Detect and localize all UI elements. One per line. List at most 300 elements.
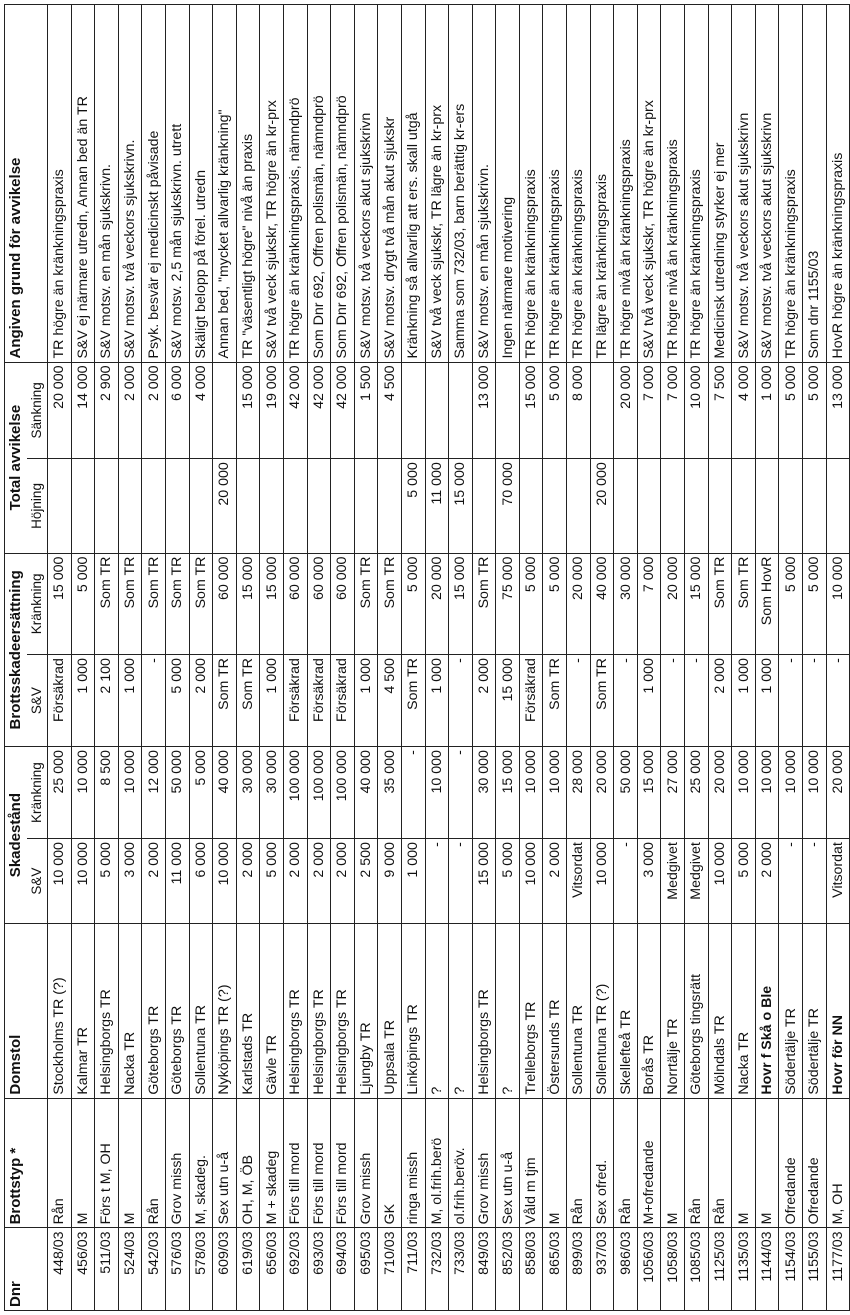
cell-domstol: Gävle TR xyxy=(260,924,284,1099)
cell-sankning: 20 000 xyxy=(614,362,638,459)
cell-hojning xyxy=(260,459,284,553)
cell-brottsskada-sv: - xyxy=(449,655,473,747)
cell-dnr: 576/03 xyxy=(165,1228,189,1311)
cell-brottsskada-krankning: Som TR xyxy=(708,553,732,654)
cell-dnr: 693/03 xyxy=(307,1228,331,1311)
cell-skadestand-sv: Vitsordat xyxy=(567,839,591,924)
cell-brottstyp: Förs t M, OH xyxy=(95,1098,119,1228)
cell-domstol: Göteborgs TR xyxy=(165,924,189,1099)
cell-brottstyp: M xyxy=(732,1098,756,1228)
table-row xyxy=(614,5,638,1311)
cell-hojning xyxy=(378,459,402,553)
cell-skadestand-sv: 2 000 xyxy=(283,839,307,924)
cell-dnr: 1135/03 xyxy=(732,1228,756,1311)
cell-skadestand-sv: 3 000 xyxy=(118,839,142,924)
cell-dnr: 1154/03 xyxy=(779,1228,803,1311)
cell-hojning xyxy=(519,459,543,553)
cell-brottsskada-sv: - xyxy=(661,655,685,747)
cell-dnr: 899/03 xyxy=(567,1228,591,1311)
table-row xyxy=(779,5,803,1311)
cell-skadestand-krankning: 20 000 xyxy=(590,747,614,839)
cell-skadestand-sv: 2 000 xyxy=(331,839,355,924)
cell-skadestand-sv: 10 000 xyxy=(708,839,732,924)
cell-domstol: Borås TR xyxy=(637,924,661,1099)
table-row xyxy=(708,5,732,1311)
table-row xyxy=(331,5,355,1311)
cell-skadestand-sv: 5 000 xyxy=(496,839,520,924)
cell-skadestand-sv: 2 000 xyxy=(236,839,260,924)
cell-dnr: 456/03 xyxy=(71,1228,95,1311)
cell-skadestand-krankning: 25 000 xyxy=(48,747,72,839)
cell-sankning xyxy=(590,362,614,459)
cell-brottsskada-krankning: Som TR xyxy=(378,553,402,654)
cell-skadestand-krankning: 20 000 xyxy=(826,747,850,839)
header-domstol: Domstol xyxy=(5,924,28,1099)
cell-skadestand-krankning: 10 000 xyxy=(543,747,567,839)
cell-grund: HovR högre än kränkningspraxis xyxy=(826,5,850,363)
cell-brottsskada-sv: 1 000 xyxy=(260,655,284,747)
cell-skadestand-krankning: 30 000 xyxy=(236,747,260,839)
cell-sankning: 2 900 xyxy=(95,362,119,459)
cell-brottsskada-krankning: Som TR xyxy=(95,553,119,654)
cell-skadestand-sv: 10 000 xyxy=(590,839,614,924)
cell-brottsskada-sv: Försäkrad xyxy=(48,655,72,747)
cell-brottsskada-krankning: Som TR xyxy=(118,553,142,654)
cell-brottstyp: M xyxy=(755,1098,779,1228)
cell-brottsskada-krankning: 15 000 xyxy=(48,553,72,654)
cell-domstol: Helsingborgs TR xyxy=(283,924,307,1099)
cell-skadestand-sv: 5 000 xyxy=(260,839,284,924)
cell-skadestand-krankning: 15 000 xyxy=(496,747,520,839)
cell-brottsskada-krankning: 5 000 xyxy=(401,553,425,654)
cell-brottsskada-sv: - xyxy=(803,655,827,747)
cell-brottsskada-krankning: 75 000 xyxy=(496,553,520,654)
cell-skadestand-sv: 6 000 xyxy=(189,839,213,924)
cell-skadestand-sv: Medgivet xyxy=(661,839,685,924)
cell-brottsskada-sv: Som TR xyxy=(213,655,237,747)
cell-domstol: Trelleborgs TR xyxy=(519,924,543,1099)
cell-dnr: 609/03 xyxy=(213,1228,237,1311)
cell-hojning xyxy=(755,459,779,553)
cell-brottstyp: Sex utn u-å xyxy=(213,1098,237,1228)
cell-brottsskada-krankning: Som HovR xyxy=(755,553,779,654)
cell-brottstyp: Ofredande xyxy=(779,1098,803,1228)
cell-brottsskada-sv: Försäkrad xyxy=(307,655,331,747)
cell-sankning: 6 000 xyxy=(165,362,189,459)
cell-hojning xyxy=(142,459,166,553)
cell-domstol: Nacka TR xyxy=(732,924,756,1099)
cell-sankning: 4 000 xyxy=(189,362,213,459)
cell-brottstyp: Rån xyxy=(48,1098,72,1228)
cell-dnr: 1058/03 xyxy=(661,1228,685,1311)
table-row xyxy=(401,5,425,1311)
table-row xyxy=(590,5,614,1311)
cell-brottsskada-krankning: 5 000 xyxy=(803,553,827,654)
cell-brottsskada-krankning: 5 000 xyxy=(543,553,567,654)
cell-grund: TR högre nivå än kränkningspraxis xyxy=(661,5,685,363)
cell-brottsskada-krankning: Som TR xyxy=(732,553,756,654)
cell-skadestand-krankning: 25 000 xyxy=(685,747,709,839)
cell-sankning: 1 000 xyxy=(755,362,779,459)
cell-skadestand-krankning: 10 000 xyxy=(755,747,779,839)
cell-skadestand-sv: 11 000 xyxy=(165,839,189,924)
table-row xyxy=(449,5,473,1311)
table-row xyxy=(189,5,213,1311)
cell-domstol: Kalmar TR xyxy=(71,924,95,1099)
cell-dnr: 511/03 xyxy=(95,1228,119,1311)
cell-brottsskada-sv: Som TR xyxy=(401,655,425,747)
cell-sankning xyxy=(496,362,520,459)
cell-hojning xyxy=(732,459,756,553)
table-row xyxy=(378,5,402,1311)
cell-brottsskada-krankning: 5 000 xyxy=(779,553,803,654)
table-row xyxy=(826,5,850,1311)
table-row xyxy=(661,5,685,1311)
cell-hojning xyxy=(543,459,567,553)
cell-grund: TR högre nivå än kränkningspraxis xyxy=(614,5,638,363)
cell-domstol: Karlstads TR xyxy=(236,924,260,1099)
cell-sankning: 8 000 xyxy=(567,362,591,459)
cell-hojning xyxy=(637,459,661,553)
cell-brottsskada-sv: 1 000 xyxy=(354,655,378,747)
cell-skadestand-krankning: - xyxy=(401,747,425,839)
cell-skadestand-krankning: 20 000 xyxy=(708,747,732,839)
cell-sankning: 19 000 xyxy=(260,362,284,459)
cell-skadestand-sv: 9 000 xyxy=(378,839,402,924)
cell-skadestand-krankning: 10 000 xyxy=(425,747,449,839)
header-spacer xyxy=(27,924,48,1099)
cell-grund: TR högre än kränkningspraxis xyxy=(567,5,591,363)
cell-brottstyp: Rån xyxy=(567,1098,591,1228)
cell-dnr: 732/03 xyxy=(425,1228,449,1311)
table-row xyxy=(354,5,378,1311)
cell-sankning: 14 000 xyxy=(71,362,95,459)
cell-hojning xyxy=(472,459,496,553)
cell-grund: Samma som 732/03, barn berättig kr-ers xyxy=(449,5,473,363)
header-spacer xyxy=(27,1228,48,1311)
cell-brottstyp: Våld m tjm xyxy=(519,1098,543,1228)
table-row xyxy=(48,5,72,1311)
cell-brottstyp: Förs till mord xyxy=(331,1098,355,1228)
cell-skadestand-sv: 10 000 xyxy=(71,839,95,924)
cell-brottsskada-krankning: 5 000 xyxy=(71,553,95,654)
cell-skadestand-sv: 10 000 xyxy=(519,839,543,924)
table-row xyxy=(425,5,449,1311)
header-grund: Angiven grund för avvikelse xyxy=(5,5,28,363)
cell-brottsskada-sv: Som TR xyxy=(543,655,567,747)
cell-grund: S&V motsv. två veckors akut sjukskrivn xyxy=(732,5,756,363)
cell-skadestand-sv: - xyxy=(425,839,449,924)
cell-brottsskada-krankning: Som TR xyxy=(165,553,189,654)
cell-brottsskada-krankning: 5 000 xyxy=(519,553,543,654)
cell-brottsskada-krankning: 15 000 xyxy=(449,553,473,654)
cell-brottstyp: M, ol.frih.berö xyxy=(425,1098,449,1228)
cell-brottstyp: M, OH xyxy=(826,1098,850,1228)
cell-skadestand-krankning: 40 000 xyxy=(354,747,378,839)
cell-domstol: Göteborgs TR xyxy=(142,924,166,1099)
cell-dnr: 1177/03 xyxy=(826,1228,850,1311)
cell-dnr: 695/03 xyxy=(354,1228,378,1311)
cell-dnr: 858/03 xyxy=(519,1228,543,1311)
cell-brottsskada-sv: Försäkrad xyxy=(519,655,543,747)
cell-brottsskada-krankning: 7 000 xyxy=(637,553,661,654)
cell-grund: S&V motsv. två veckors sjukskrivn. xyxy=(118,5,142,363)
cell-sankning: 4 000 xyxy=(732,362,756,459)
cell-grund: S&V motsv. två veckors akut sjukskrivn xyxy=(354,5,378,363)
table-row xyxy=(519,5,543,1311)
cell-sankning: 42 000 xyxy=(283,362,307,459)
cell-sankning: 13 000 xyxy=(472,362,496,459)
cell-dnr: 578/03 xyxy=(189,1228,213,1311)
table-row xyxy=(685,5,709,1311)
subheader-krankning: Kränkning xyxy=(27,553,48,654)
cell-grund: Skäligt belopp på förel. utredn xyxy=(189,5,213,363)
cell-domstol: Mölndals TR xyxy=(708,924,732,1099)
table-body xyxy=(48,5,850,1311)
cell-sankning: 4 500 xyxy=(378,362,402,459)
cell-dnr: 1085/03 xyxy=(685,1228,709,1311)
cell-brottsskada-krankning: 30 000 xyxy=(614,553,638,654)
cell-sankning: 2 000 xyxy=(142,362,166,459)
cell-brottsskada-krankning: 15 000 xyxy=(236,553,260,654)
cell-skadestand-sv: Medgivet xyxy=(685,839,709,924)
cell-skadestand-sv: 5 000 xyxy=(95,839,119,924)
cell-hojning xyxy=(236,459,260,553)
cell-hojning xyxy=(95,459,119,553)
cell-grund: S&V ej närmare utredn, Annan bed än TR xyxy=(71,5,95,363)
cell-brottsskada-krankning: 20 000 xyxy=(661,553,685,654)
cell-sankning: 13 000 xyxy=(826,362,850,459)
table-row xyxy=(71,5,95,1311)
cell-brottsskada-sv: 2 000 xyxy=(189,655,213,747)
cell-brottstyp: M xyxy=(661,1098,685,1228)
cell-grund: TR "väsentligt högre" nivå än praxis xyxy=(236,5,260,363)
cell-skadestand-krankning: 10 000 xyxy=(71,747,95,839)
cell-sankning: 5 000 xyxy=(779,362,803,459)
cell-sankning: 42 000 xyxy=(307,362,331,459)
cell-domstol: Nacka TR xyxy=(118,924,142,1099)
cell-skadestand-krankning: 40 000 xyxy=(213,747,237,839)
subheader-sv: S&V xyxy=(27,655,48,747)
cell-grund: S&V två veck sjukskr, TR högre än kr-prx xyxy=(637,5,661,363)
cell-brottstyp: Förs till mord xyxy=(283,1098,307,1228)
cell-sankning: 15 000 xyxy=(519,362,543,459)
cell-grund: S&V motsv. en mån sjukskrivn. xyxy=(95,5,119,363)
cell-brottsskada-sv: - xyxy=(567,655,591,747)
cell-sankning: 20 000 xyxy=(48,362,72,459)
cell-brottstyp: M xyxy=(71,1098,95,1228)
cell-hojning xyxy=(779,459,803,553)
cell-sankning xyxy=(449,362,473,459)
cell-grund: TR högre än kränkningspraxis xyxy=(779,5,803,363)
cell-domstol: Linköpings TR xyxy=(401,924,425,1099)
cell-sankning: 42 000 xyxy=(331,362,355,459)
cell-brottsskada-sv: 2 000 xyxy=(472,655,496,747)
cell-hojning xyxy=(614,459,638,553)
cell-brottsskada-sv: 2 000 xyxy=(708,655,732,747)
cell-hojning xyxy=(118,459,142,553)
cell-sankning: 7 500 xyxy=(708,362,732,459)
cell-domstol: Göteborgs tingsrätt xyxy=(685,924,709,1099)
cell-brottsskada-krankning: 40 000 xyxy=(590,553,614,654)
cell-sankning: 2 000 xyxy=(118,362,142,459)
cell-dnr: 1056/03 xyxy=(637,1228,661,1311)
cell-domstol: Sollentuna TR (?) xyxy=(590,924,614,1099)
cell-skadestand-krankning: 28 000 xyxy=(567,747,591,839)
cell-grund: S&V motsv. en mån sjukskrivn. xyxy=(472,5,496,363)
cell-skadestand-sv: 2 000 xyxy=(755,839,779,924)
cell-skadestand-sv: 10 000 xyxy=(213,839,237,924)
cell-skadestand-krankning: 50 000 xyxy=(614,747,638,839)
cell-brottsskada-krankning: 15 000 xyxy=(685,553,709,654)
cell-domstol: Helsingborgs TR xyxy=(472,924,496,1099)
cell-brottsskada-sv: 1 000 xyxy=(71,655,95,747)
cell-dnr: 849/03 xyxy=(472,1228,496,1311)
cell-skadestand-sv: 1 000 xyxy=(401,839,425,924)
cell-dnr: 733/03 xyxy=(449,1228,473,1311)
cell-brottsskada-sv: 1 000 xyxy=(732,655,756,747)
cell-hojning xyxy=(685,459,709,553)
cell-grund: Som dnr 1155/03 xyxy=(803,5,827,363)
cell-sankning: 10 000 xyxy=(685,362,709,459)
header-brottstyp: Brottstyp * xyxy=(5,1098,28,1228)
cell-skadestand-sv: - xyxy=(449,839,473,924)
cell-brottstyp: Grov missh xyxy=(165,1098,189,1228)
cell-brottstyp: GK xyxy=(378,1098,402,1228)
cell-brottstyp: M + skadeg xyxy=(260,1098,284,1228)
cell-skadestand-sv: 15 000 xyxy=(472,839,496,924)
cell-hojning: 20 000 xyxy=(590,459,614,553)
cell-dnr: 852/03 xyxy=(496,1228,520,1311)
cell-dnr: 448/03 xyxy=(48,1228,72,1311)
table-row xyxy=(283,5,307,1311)
cell-brottstyp: Sex utn u-å xyxy=(496,1098,520,1228)
cell-dnr: 710/03 xyxy=(378,1228,402,1311)
cell-skadestand-krankning: 30 000 xyxy=(260,747,284,839)
cell-brottsskada-sv: 1 000 xyxy=(425,655,449,747)
subheader-krankning: Kränkning xyxy=(27,747,48,839)
cell-skadestand-krankning: 10 000 xyxy=(732,747,756,839)
cell-brottstyp: Rån xyxy=(685,1098,709,1228)
cell-domstol: Södertälje TR xyxy=(803,924,827,1099)
cell-skadestand-sv: 5 000 xyxy=(732,839,756,924)
header-brottsskadeersattning: Brottsskadeersättning xyxy=(5,553,28,746)
cell-skadestand-sv: Vitsordat xyxy=(826,839,850,924)
cell-skadestand-krankning: 30 000 xyxy=(472,747,496,839)
header-dnr: Dnr xyxy=(5,1228,28,1311)
cell-brottsskada-sv: 4 500 xyxy=(378,655,402,747)
cell-domstol: Södertälje TR xyxy=(779,924,803,1099)
cell-brottsskada-krankning: Som TR xyxy=(472,553,496,654)
header-skadestand: Skadestånd xyxy=(5,747,28,924)
table-row xyxy=(803,5,827,1311)
table-row xyxy=(637,5,661,1311)
cell-hojning xyxy=(826,459,850,553)
header-spacer xyxy=(27,1098,48,1228)
cell-hojning xyxy=(48,459,72,553)
cell-brottsskada-sv: - xyxy=(779,655,803,747)
table-row xyxy=(236,5,260,1311)
table-row xyxy=(260,5,284,1311)
cell-grund: S&V två veck sjukskr, TR lägre än kr-prx xyxy=(425,5,449,363)
cell-domstol: Nyköpings TR (?) xyxy=(213,924,237,1099)
cell-brottstyp: M xyxy=(543,1098,567,1228)
cell-dnr: 865/03 xyxy=(543,1228,567,1311)
cell-dnr: 1125/03 xyxy=(708,1228,732,1311)
cell-brottsskada-sv: - xyxy=(685,655,709,747)
table-row xyxy=(165,5,189,1311)
cell-brottsskada-sv: 1 000 xyxy=(755,655,779,747)
cell-hojning xyxy=(354,459,378,553)
cell-skadestand-sv: 10 000 xyxy=(48,839,72,924)
cell-skadestand-sv: 2 000 xyxy=(142,839,166,924)
cell-domstol: Norrtälje TR xyxy=(661,924,685,1099)
cell-brottstyp: Rån xyxy=(614,1098,638,1228)
cell-brottsskada-krankning: Som TR xyxy=(189,553,213,654)
table-row xyxy=(118,5,142,1311)
subheader-sv: S&V xyxy=(27,839,48,924)
cell-brottsskada-krankning: Som TR xyxy=(142,553,166,654)
subheader-sankning: Sänkning xyxy=(27,362,48,459)
cell-sankning: 7 000 xyxy=(637,362,661,459)
cell-domstol: Uppsala TR xyxy=(378,924,402,1099)
cell-hojning xyxy=(165,459,189,553)
cell-dnr: 692/03 xyxy=(283,1228,307,1311)
cell-hojning xyxy=(567,459,591,553)
cell-brottsskada-sv: 1 000 xyxy=(637,655,661,747)
table-row xyxy=(213,5,237,1311)
cell-brottsskada-krankning: 60 000 xyxy=(307,553,331,654)
cell-hojning xyxy=(283,459,307,553)
table-row xyxy=(472,5,496,1311)
cell-domstol: Hovr f Skå o Ble xyxy=(755,924,779,1099)
table-row xyxy=(95,5,119,1311)
cell-brottstyp: Grov missh xyxy=(354,1098,378,1228)
table-row xyxy=(755,5,779,1311)
cell-brottstyp: Sex ofred. xyxy=(590,1098,614,1228)
table-row xyxy=(543,5,567,1311)
cell-hojning xyxy=(307,459,331,553)
cell-brottstyp: ol.frih.beröv. xyxy=(449,1098,473,1228)
cell-sankning: 7 000 xyxy=(661,362,685,459)
cell-brottstyp: Rån xyxy=(708,1098,732,1228)
cell-grund: Som Dnr 692, Offren polismän, nämndprö xyxy=(307,5,331,363)
cell-skadestand-krankning: 100 000 xyxy=(283,747,307,839)
cell-brottstyp: M, skadeg. xyxy=(189,1098,213,1228)
cell-domstol: Hovr för NN xyxy=(826,924,850,1099)
cell-dnr: 542/03 xyxy=(142,1228,166,1311)
cell-skadestand-sv: 2 000 xyxy=(543,839,567,924)
cell-grund: TR högre än kränkningspraxis xyxy=(48,5,72,363)
cell-skadestand-krankning: 10 000 xyxy=(779,747,803,839)
cell-skadestand-krankning: 27 000 xyxy=(661,747,685,839)
cell-skadestand-sv: - xyxy=(779,839,803,924)
cell-brottsskada-sv: Som TR xyxy=(590,655,614,747)
cell-skadestand-sv: - xyxy=(614,839,638,924)
cell-brottsskada-krankning: 60 000 xyxy=(331,553,355,654)
cell-domstol: Helsingborgs TR xyxy=(95,924,119,1099)
cell-brottstyp: M xyxy=(118,1098,142,1228)
cell-skadestand-sv: - xyxy=(803,839,827,924)
cell-skadestand-sv: 2 000 xyxy=(307,839,331,924)
cell-brottstyp: M+ofredande xyxy=(637,1098,661,1228)
header-total-avvikelse: Total avvikelse xyxy=(5,362,28,553)
cell-brottsskada-krankning: Som TR xyxy=(354,553,378,654)
cell-grund: TR högre än kränkningspraxis xyxy=(543,5,567,363)
cell-grund: TR högre än kränkningspraxis xyxy=(519,5,543,363)
cell-hojning: 15 000 xyxy=(449,459,473,553)
cell-domstol: Helsingborgs TR xyxy=(307,924,331,1099)
